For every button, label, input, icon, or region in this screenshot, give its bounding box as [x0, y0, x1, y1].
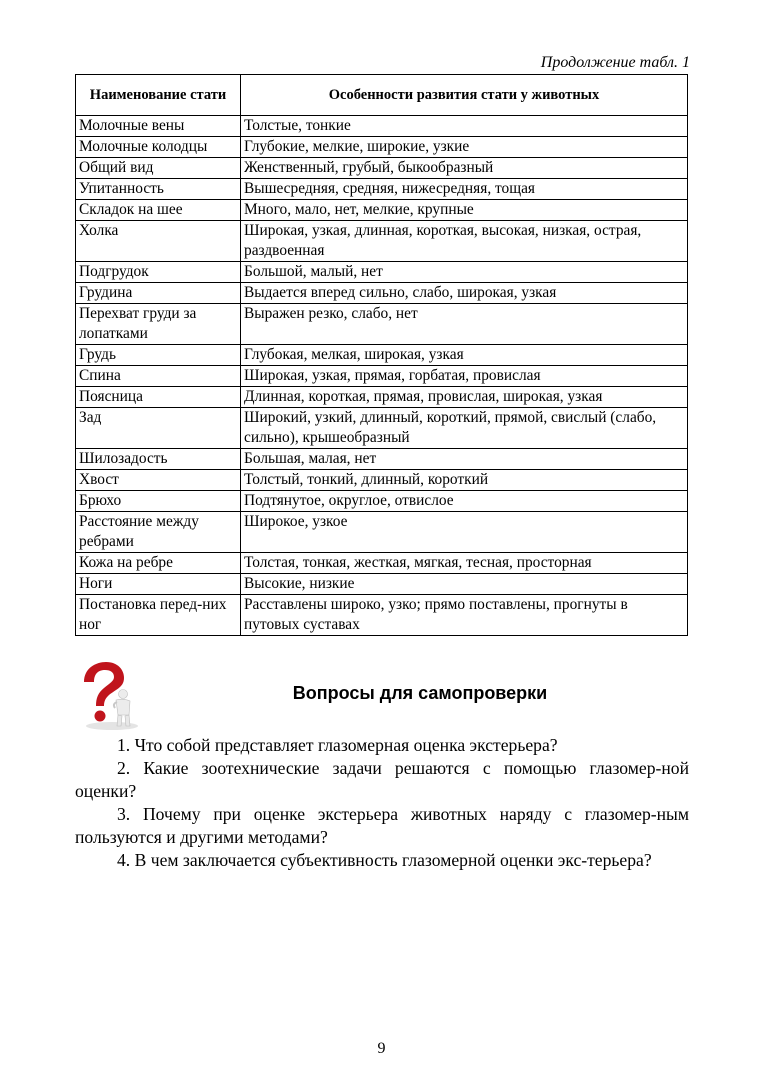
stati-name-cell: Зад [76, 408, 241, 449]
page-number: 9 [377, 1040, 386, 1057]
stati-features-cell: Подтянутое, округлое, отвислое [241, 491, 688, 512]
stati-name-cell: Спина [76, 366, 241, 387]
question-item: 3. Почему при оценке экстерьера животных наряду с глазомер-ным пользуются и другими методами? [75, 804, 689, 847]
table-row [76, 366, 688, 387]
table-body [76, 116, 688, 636]
stati-name-cell: Общий вид [76, 158, 241, 179]
table-row [76, 574, 688, 595]
stati-features-cell: Женственный, грубый, быкообразный [241, 158, 688, 179]
table-row [76, 595, 688, 636]
stati-name-cell: Складок на шее [76, 200, 241, 221]
table-row [76, 491, 688, 512]
section-title: Вопросы для самопроверки [292, 683, 548, 703]
stati-features-cell: Широкий, узкий, длинный, короткий, прямой, свислый (слабо, сильно), крышеобразный [241, 408, 688, 449]
table-row [76, 200, 688, 221]
stati-features-cell: Толстый, тонкий, длинный, короткий [241, 470, 688, 491]
table-row [76, 470, 688, 491]
stati-features-cell: Большая, малая, нет [241, 449, 688, 470]
question-item: 4. В чем заключается субъективность глазомерной оценки экс-терьера? [117, 850, 652, 870]
stati-name-cell: Молочные колодцы [76, 137, 241, 158]
table-row [76, 449, 688, 470]
stati-name-cell: Грудина [76, 283, 241, 304]
stati-name-cell: Ноги [76, 574, 241, 595]
table-row [76, 387, 688, 408]
stati-name-cell: Перехват груди за лопатками [76, 304, 241, 345]
stati-features-cell: Толстая, тонкая, жесткая, мягкая, тесная, просторная [241, 553, 688, 574]
table-row [76, 137, 688, 158]
table-row [76, 179, 688, 200]
stati-name-cell: Холка [76, 221, 241, 262]
stati-name-cell: Расстояние между ребрами [76, 512, 241, 553]
question-mark-figure-icon [74, 660, 146, 732]
table-row [76, 283, 688, 304]
table-row [76, 345, 688, 366]
stati-name-cell: Кожа на ребре [76, 553, 241, 574]
table-row [76, 158, 688, 179]
stati-name-cell: Упитанность [76, 179, 241, 200]
stati-features-cell: Высокие, низкие [241, 574, 688, 595]
stati-name-cell: Подгрудок [76, 262, 241, 283]
stati-name-cell: Молочные вены [76, 116, 241, 137]
table-row [76, 221, 688, 262]
stati-features-cell: Толстые, тонкие [241, 116, 688, 137]
table-continuation-label: Продолжение табл. 1 [540, 54, 690, 71]
table-row [76, 304, 688, 345]
question-item: 2. Какие зоотехнические задачи решаются с помощью глазомер-ной оценки? [75, 758, 689, 801]
question-item: 1. Что собой представляет глазомерная оценка экстерьера? [117, 735, 558, 755]
stati-table [75, 74, 688, 636]
stati-features-cell: Вышесредняя, средняя, нижесредняя, тощая [241, 179, 688, 200]
stati-name-cell: Шилозадость [76, 449, 241, 470]
table-row [76, 512, 688, 553]
table-row [76, 116, 688, 137]
column-header-name: Наименование стати [76, 75, 241, 116]
stati-features-cell: Широкое, узкое [241, 512, 688, 553]
stati-features-cell: Широкая, узкая, прямая, горбатая, провислая [241, 366, 688, 387]
stati-features-cell: Выражен резко, слабо, нет [241, 304, 688, 345]
stati-features-cell: Глубокие, мелкие, широкие, узкие [241, 137, 688, 158]
stati-features-cell: Длинная, короткая, прямая, провислая, широкая, узкая [241, 387, 688, 408]
table-header-row [76, 75, 688, 116]
stati-name-cell: Грудь [76, 345, 241, 366]
stati-features-cell: Глубокая, мелкая, широкая, узкая [241, 345, 688, 366]
table-row [76, 553, 688, 574]
stati-name-cell: Брюхо [76, 491, 241, 512]
column-header-features: Особенности развития стати у животных [241, 75, 688, 116]
table-row [76, 408, 688, 449]
questions-list [75, 734, 689, 872]
stati-features-cell: Выдается вперед сильно, слабо, широкая, узкая [241, 283, 688, 304]
stati-name-cell: Постановка перед-них ног [76, 595, 241, 636]
stati-features-cell: Широкая, узкая, длинная, короткая, высокая, низкая, острая, раздвоенная [241, 221, 688, 262]
table-row [76, 262, 688, 283]
stati-features-cell: Расставлены широко, узко; прямо поставлены, прогнуты в путовых суставах [241, 595, 688, 636]
stati-features-cell: Много, мало, нет, мелкие, крупные [241, 200, 688, 221]
stati-features-cell: Большой, малый, нет [241, 262, 688, 283]
stati-name-cell: Хвост [76, 470, 241, 491]
stati-name-cell: Поясница [76, 387, 241, 408]
